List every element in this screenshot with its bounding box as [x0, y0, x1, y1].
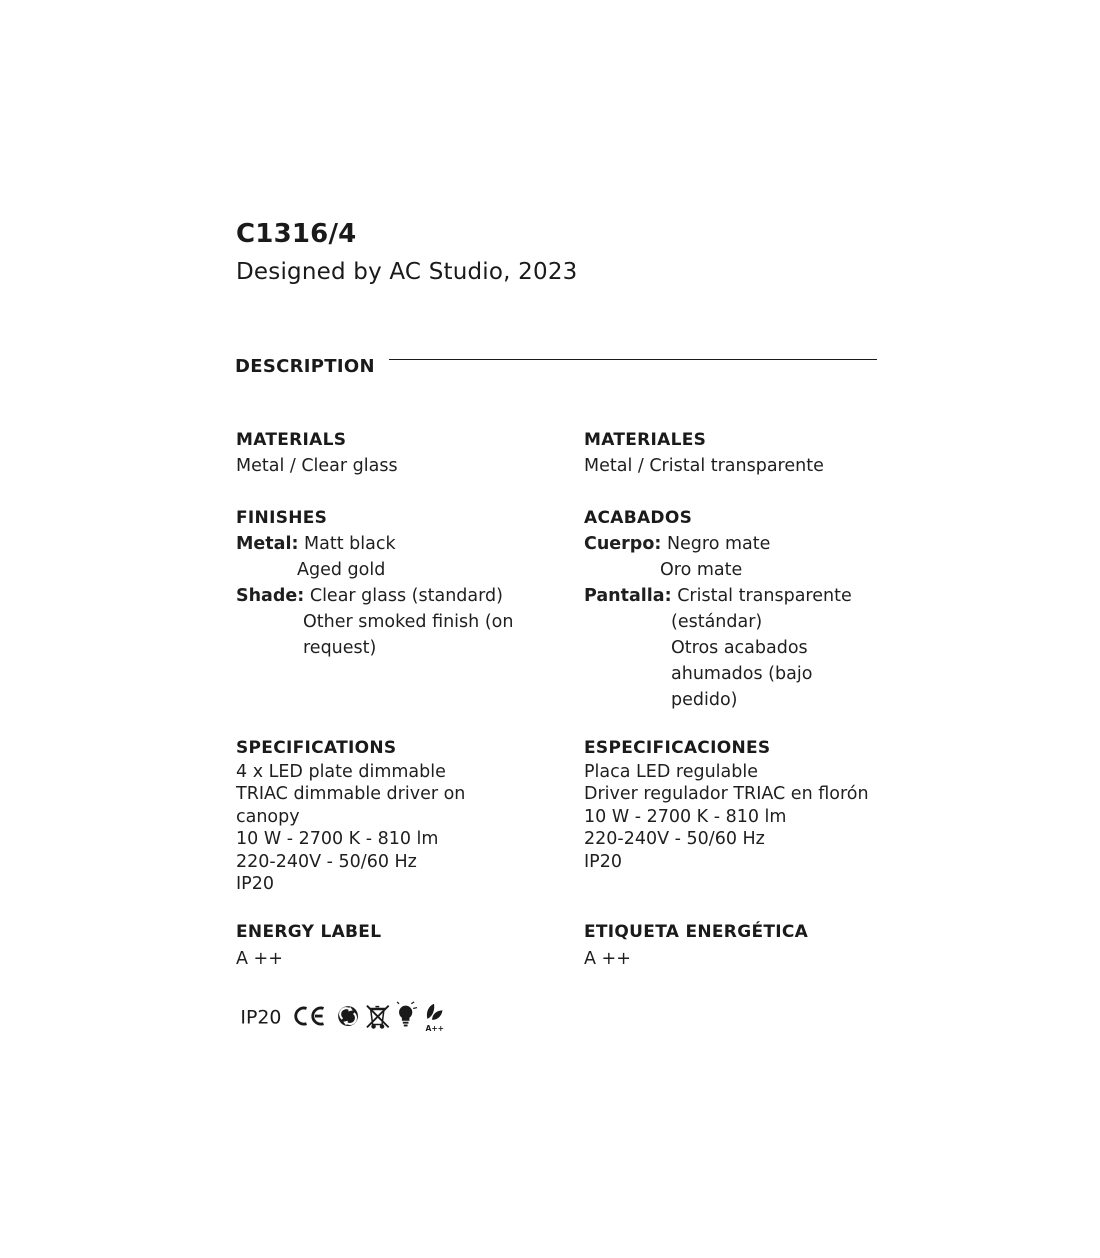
product-code: C1316/4 — [236, 219, 357, 249]
spec-line: Driver regulador TRIAC en florón — [584, 784, 869, 804]
spec-line: 10 W - 2700 K - 810 lm — [236, 829, 439, 849]
energy-class-icon: A++ — [425, 1024, 444, 1034]
spanish-column — [584, 0, 884, 1258]
materials-text: Metal / Clear glass — [236, 456, 398, 476]
acabado-pantalla-value: Otros acabados — [671, 638, 808, 658]
recycle-icon — [338, 1006, 358, 1026]
acabado-cuerpo-value: Oro mate — [660, 560, 743, 580]
especificaciones-heading: ESPECIFICACIONES — [584, 738, 771, 758]
acabado-cuerpo-value: Negro mate — [666, 534, 771, 554]
spec-line: IP20 — [584, 852, 622, 872]
ce-mark-icon — [296, 1008, 324, 1024]
finish-metal-row — [236, 534, 396, 554]
materiales-heading: MATERIALES — [584, 430, 707, 450]
crossed-bin-icon — [367, 1006, 389, 1028]
description-heading: DESCRIPTION — [235, 356, 375, 377]
acabado-pantalla-value: pedido) — [671, 690, 738, 710]
spec-line: IP20 — [236, 874, 274, 894]
spec-line: Placa LED regulable — [584, 762, 758, 782]
etiqueta-energetica-heading: ETIQUETA ENERGÉTICA — [584, 922, 809, 942]
finish-shade-value: request) — [303, 638, 377, 658]
spec-line: 10 W - 2700 K - 810 lm — [584, 807, 787, 827]
energy-label-value: A ++ — [236, 949, 283, 969]
finishes-heading: FINISHES — [236, 508, 328, 528]
acabado-pantalla-value: (estándar) — [671, 612, 763, 632]
acabado-pantalla-value: Cristal transparente — [677, 586, 852, 606]
materiales-text: Metal / Cristal transparente — [584, 456, 824, 476]
bulb-icon — [397, 1002, 417, 1027]
eco-leaf-icon — [426, 1004, 445, 1033]
acabado-pantalla-label: Pantalla: — [584, 586, 672, 606]
spec-line: TRIAC dimmable driver on — [236, 784, 466, 804]
finish-shade-value: Clear glass (standard) — [309, 586, 503, 606]
energy-label-heading: ENERGY LABEL — [236, 922, 382, 942]
finish-metal-label: Metal: — [236, 534, 299, 554]
finish-metal-value: Aged gold — [297, 560, 386, 580]
finish-metal-value: Matt black — [304, 534, 396, 554]
acabados-heading: ACABADOS — [584, 508, 693, 528]
acabado-cuerpo-label: Cuerpo: — [584, 534, 662, 554]
certification-logos — [234, 1000, 464, 1034]
materials-heading: MATERIALS — [236, 430, 347, 450]
finish-shade-row — [236, 586, 503, 606]
acabado-pantalla-value: ahumados (bajo — [671, 664, 813, 684]
specifications-heading: SPECIFICATIONS — [236, 738, 397, 758]
acabado-pantalla-row — [584, 586, 852, 606]
spec-line: 220-240V - 50/60 Hz — [584, 829, 765, 849]
etiqueta-energetica-value: A ++ — [584, 949, 631, 969]
designer-credit: Designed by AC Studio, 2023 — [236, 259, 578, 285]
spec-line: canopy — [236, 807, 300, 827]
acabado-cuerpo-row — [584, 534, 770, 554]
spec-line: 220-240V - 50/60 Hz — [236, 852, 417, 872]
english-column — [236, 0, 536, 1258]
spec-line: 4 x LED plate dimmable — [236, 762, 446, 782]
ip-rating-icon: IP20 — [240, 1006, 282, 1029]
finish-shade-value: Other smoked finish (on — [303, 612, 514, 632]
finish-shade-label: Shade: — [236, 586, 305, 606]
